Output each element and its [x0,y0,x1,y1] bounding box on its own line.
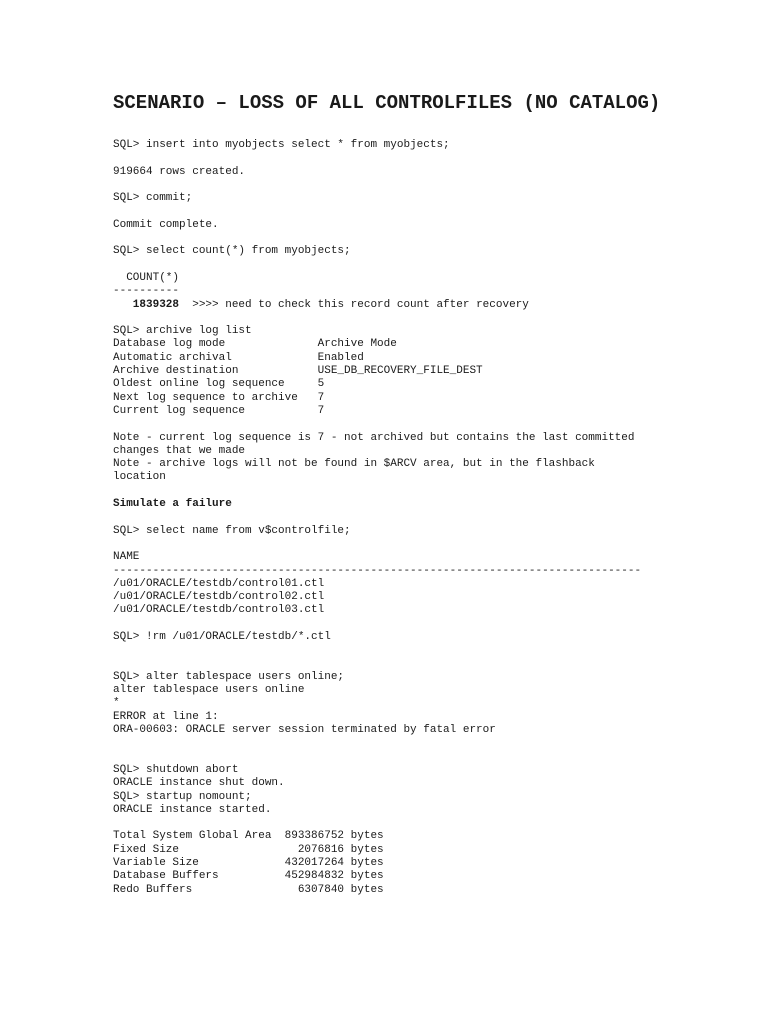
page-title: SCENARIO – LOSS OF ALL CONTROLFILES (NO CATALOG) [113,92,661,114]
shutdown-line: SQL> shutdown abort [113,763,239,776]
shutdown-line: ORACLE instance started. [113,803,272,816]
note-line: Note - current log sequence is 7 - not archived but contains the last committed [113,431,635,444]
sga-row: Database Buffers 452984832 bytes [113,870,384,883]
count-note: >>>> need to check this record count after recovery [179,298,529,311]
shutdown-line: ORACLE instance shut down. [113,777,285,790]
archive-row: Archive destination USE_DB_RECOVERY_FILE_DEST [113,365,483,378]
sga-row: Total System Global Area 893386752 bytes [113,830,384,843]
name-column-rule: -------------------------------------------------------------------------------- [113,564,642,577]
note-line: changes that we made [113,444,246,457]
alter-line: * [113,697,120,710]
sga-row: Variable Size 432017264 bytes [113,857,384,870]
archive-row: Next log sequence to archive 7 [113,391,325,404]
simulate-failure-heading: Simulate a failure [113,498,232,511]
archive-row: Database log mode Archive Mode [113,338,397,351]
sga-row: Fixed Size 2076816 bytes [113,843,384,856]
count-column-header: COUNT(*) [113,271,180,284]
commit-complete-output: Commit complete. [113,218,219,231]
sql-rm-command: SQL> !rm /u01/ORACLE/testdb/*.ctl [113,630,331,643]
sql-count-command: SQL> select count(*) from myobjects; [113,245,351,258]
count-column-rule: ---------- [113,285,180,298]
count-result-line [113,299,733,312]
archive-row: Current log sequence 7 [113,404,325,417]
sga-row: Redo Buffers 6307840 bytes [113,883,384,896]
sql-commit-command: SQL> commit; [113,192,193,205]
alter-line: ERROR at line 1: [113,710,219,723]
document-page [113,92,733,897]
archive-row: Oldest online log sequence 5 [113,378,325,391]
sql-insert-command: SQL> insert into myobjects select * from myobjects; [113,139,450,151]
name-column-header: NAME [113,551,140,564]
sql-controlfile-command: SQL> select name from v$controlfile; [113,524,351,537]
alter-line: ORA-00603: ORACLE server session terminated by fatal error [113,724,496,737]
controlfile-path: /u01/ORACLE/testdb/control02.ctl [113,591,325,604]
shutdown-line: SQL> startup nomount; [113,790,252,803]
controlfile-path: /u01/ORACLE/testdb/control01.ctl [113,577,325,590]
note-line: location [113,471,166,484]
rows-created-output: 919664 rows created. [113,165,246,178]
count-value: 1839328 [113,298,180,311]
alter-line: SQL> alter tablespace users online; [113,670,345,683]
note-line: Note - archive logs will not be found in $ARCV area, but in the flashback [113,458,595,471]
alter-line: alter tablespace users online [113,684,305,697]
sql-archive-command: SQL> archive log list [113,325,252,338]
archive-row: Automatic archival Enabled [113,351,364,364]
controlfile-path: /u01/ORACLE/testdb/control03.ctl [113,604,325,617]
